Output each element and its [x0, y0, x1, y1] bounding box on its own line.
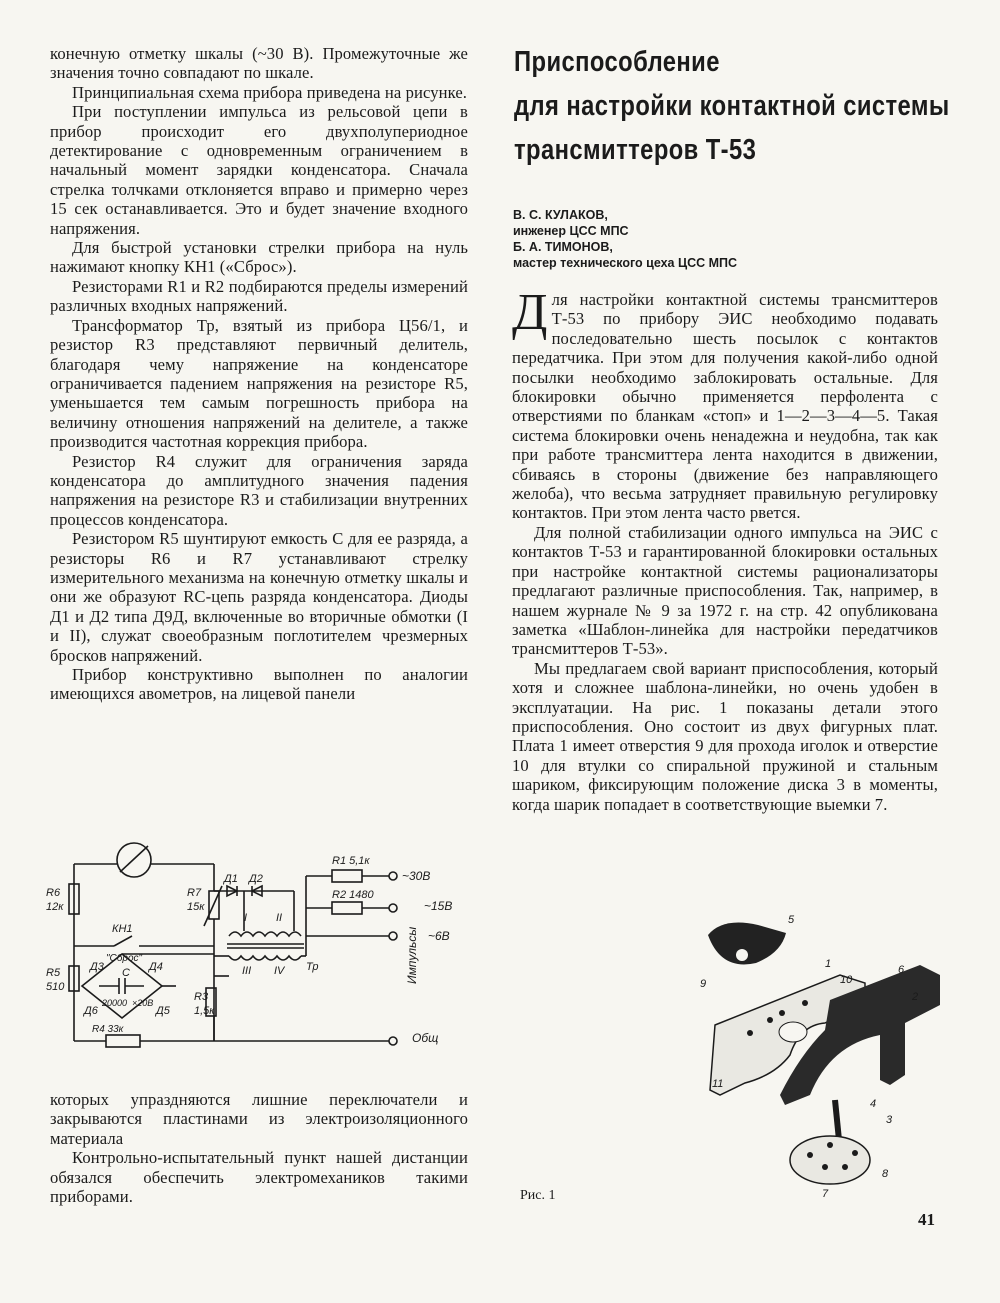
paragraph: Прибор конструктивно выполнен по аналогии имеющихся авометров, на лицевой панели — [50, 665, 468, 704]
paragraph: Для полной стабилизации одного импульса на ЭИС с контактов Т-53 и гарантированной блокировки остальных при настройке контактной системы рационализаторы предлагают различные приспособления. Так, например, в нашем журнале № 9 за 1972 г. на стр. 42 опубликована заметка «Шаблон-линейка для настройки передатчиков трансмиттеров Т-53». — [512, 522, 938, 659]
schematic-label: "Сброс" — [106, 953, 143, 964]
schematic-label: R7 — [187, 887, 202, 899]
schematic-label: Д5 — [156, 1005, 170, 1017]
schematic-label: КН1 — [112, 923, 133, 935]
paragraph: Резистором R5 шунтируют емкость С для ее разряда, а резисторы R6 и R7 устанавливают стрелку измерительного механизма на конечную отметку шкалы и они же образуют RC-цепь разряда конденсатора. Диоды Д1 и Д2 типа Д9Д, включенные во вторичные обмотки (I и II), служат своеобразным поглотителем чрезмерных бросков напряжений. — [50, 529, 468, 665]
schematic-label: IV — [274, 965, 285, 977]
schematic-label: Д4 — [149, 961, 163, 973]
paragraph: Резистор R4 служит для ограничения заряда конденсатора до амплитудного значения падения напряжения на резисторе R3 и стабилизации внутренних процессов конденсатора. — [50, 451, 468, 529]
figure-label: 4 — [870, 1098, 877, 1110]
schematic-label: R5 — [46, 967, 61, 979]
schematic-label: R1 5,1к — [332, 855, 370, 867]
schematic-label: R3 — [194, 991, 209, 1003]
author-position: мастер технического цеха ЦСС МПС — [513, 256, 738, 270]
schematic-label: Д1 — [224, 873, 238, 885]
schematic-label: 15к — [187, 901, 205, 913]
schematic-label: С — [122, 967, 130, 979]
schematic-label: R4 33к — [92, 1024, 124, 1035]
drop-cap: Д — [512, 284, 548, 341]
paragraph: конечную отметку шкалы (~30 В). Промежуточные же значения точно совпадают по шкале. — [50, 44, 468, 83]
schematic-label: III — [242, 965, 252, 977]
page-number: 41 — [918, 1210, 935, 1229]
schematic-label: R6 — [46, 887, 61, 899]
paragraph-text: ля настройки контактной системы трансмиттеров Т-53 по прибору ЭИС необходимо подавать последовательно шесть посылок с контактов передатчика. При этом для получения какой-либо одной посылки необходимо заблокировать остальные. Для блокировки обычно применяется перфолента с отверстиями по бланкам «стоп» и 1—2—3—4—5. Такая система блокировки очень ненадежна и неудобна, так как при работе трансмиттера лента находится в движении, сбиваясь в стороны (движение без направляющего желоба), что весьма затрудняет правильную регулировку контактов. При этом лента часто рвется. — [512, 290, 938, 523]
device-figure — [690, 905, 960, 1205]
title-line: для настройки контактной системы — [514, 90, 950, 122]
paragraph: Контрольно-испытательный пункт нашей дистанции обязался обеспечить электромехаников такими приборами. — [50, 1148, 468, 1207]
figure-label: 8 — [882, 1168, 889, 1180]
author-name: Б. А. ТИМОНОВ, — [513, 240, 613, 254]
title-line: трансмиттеров Т-53 — [514, 134, 757, 166]
schematic-label: Д2 — [249, 873, 263, 885]
author-name: В. С. КУЛАКОВ, — [513, 208, 608, 222]
paragraph: Трансформатор Тр, взятый из прибора Ц56/1, и резистор R3 представляют первичный делитель, благодаря чему напряжение на конденсаторе ограничивается падением напряжения на резисторе R5, уменьшается тем самым погрешность прибора на величину отношения напряжений на делителе, а также производится частотная коррекция прибора. — [50, 315, 468, 452]
paragraph: Резисторами R1 и R2 подбираются пределы измерений различных входных напряжений. — [50, 276, 468, 316]
schematic-label: Д6 — [84, 1005, 98, 1017]
schematic-label: 510 — [46, 981, 65, 993]
left-column-lower — [50, 1090, 468, 1206]
article-title — [514, 40, 950, 172]
schematic-label: 12к — [46, 901, 64, 913]
figure-label: 9 — [700, 978, 707, 990]
figure-label: 6 — [898, 964, 905, 976]
schematic-label: Тр — [306, 961, 319, 973]
paragraph — [512, 284, 938, 523]
right-column — [512, 284, 938, 814]
authors-block — [513, 207, 933, 271]
schematic-label: ~30В — [402, 869, 431, 883]
figure-label: 11 — [712, 1078, 724, 1090]
figure-label: 1 — [825, 958, 832, 970]
paragraph: При поступлении импульса из рельсовой цепи в прибор происходит его двухполупериодное детектирование с одновременным ограничением в начальный момент зарядки конденсатора. Сначала стрелка толчками отклоняется вправо и примерно через 15 сек останавливается. Это и будет значение входного напряжения. — [50, 102, 468, 238]
schematic-label: Д3 — [90, 961, 104, 973]
schematic-label: 20000 — [102, 998, 128, 1008]
schematic-label: ~6В — [428, 929, 450, 943]
paragraph: Принципиальная схема прибора приведена на рисунке. — [72, 82, 468, 102]
circuit-schematic — [44, 836, 474, 1086]
author-position: инженер ЦСС МПС — [513, 224, 629, 238]
schematic-label: Импульсы — [405, 926, 419, 984]
paragraph: Мы предлагаем свой вариант приспособления, который хотя и сложнее шаблона-линейки, но очень удобен в эксплуатации. На рис. 1 показаны детали этого приспособления. Оно состоит из двух фигурных плат. Плата 1 имеет отверстия 9 для прохода иголок и отверстие 10 для втулки со спиральной пружиной и стальным шариком, фиксирующим положение диска 3 в моменты, когда шарик попадает в соответствующие выемки 7. — [512, 658, 938, 814]
figure-label: 10 — [840, 974, 853, 986]
figure-label: 7 — [822, 1188, 829, 1200]
schematic-label: ~15В — [424, 899, 453, 913]
schematic-label: Общ — [412, 1031, 439, 1045]
left-column — [50, 44, 468, 704]
figure-caption: Рис. 1 — [520, 1188, 556, 1203]
schematic-label: 1,5к — [194, 1005, 215, 1017]
figure-label: 3 — [886, 1114, 893, 1126]
schematic-label: II — [276, 912, 283, 924]
figure-label: 2 — [912, 991, 919, 1003]
schematic-label: R2 1480 — [332, 889, 374, 901]
schematic-label: I — [244, 912, 248, 924]
figure-label: 5 — [788, 914, 795, 926]
paragraph: которых упраздняются лишние переключатели и закрываются пластинами из электроизоляционного материала — [50, 1090, 468, 1148]
paragraph: Для быстрой установки стрелки прибора на нуль нажимают кнопку КН1 («Сброс»). — [50, 238, 468, 277]
title-line: Приспособление — [514, 46, 720, 78]
schematic-label: ×20В — [132, 998, 154, 1008]
